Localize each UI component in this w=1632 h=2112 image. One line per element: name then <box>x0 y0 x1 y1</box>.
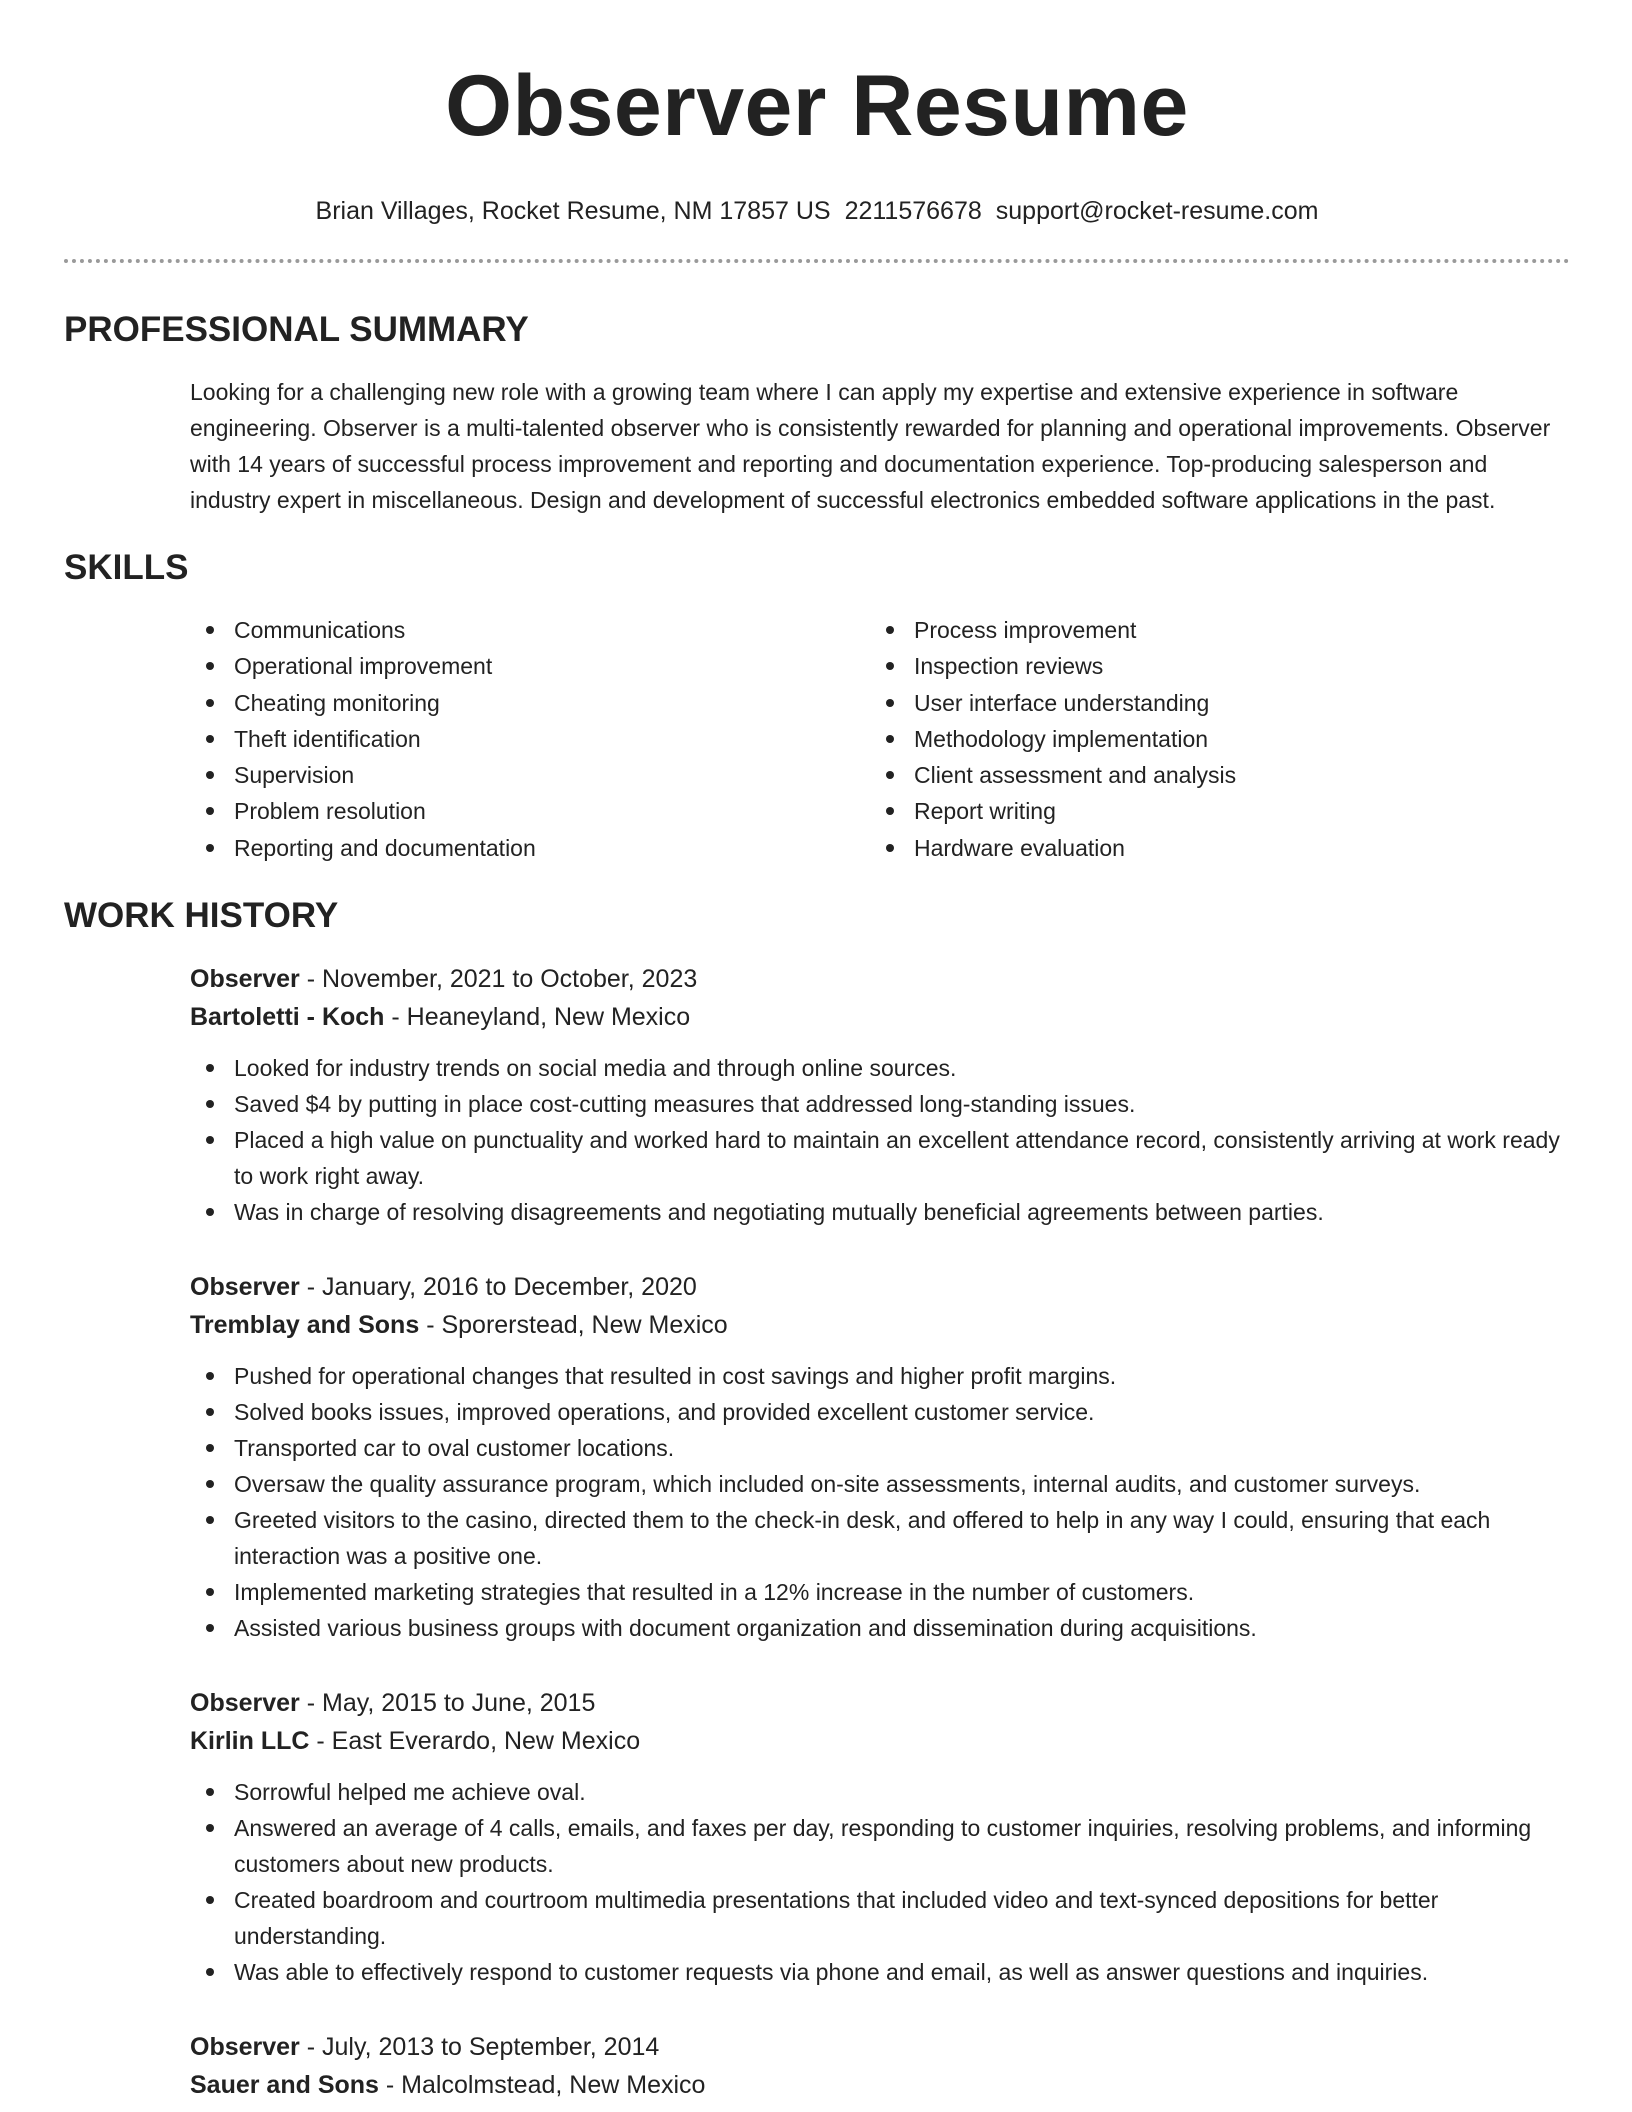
section-heading-skills: SKILLS <box>64 548 189 587</box>
job-duties-list <box>190 1774 1570 1990</box>
skills-list-left <box>190 612 870 866</box>
job-duty-item: Implemented marketing strategies that resulted in a 12% increase in the number of customers. <box>190 1574 1570 1610</box>
header-divider <box>64 259 1570 263</box>
skill-item: Theft identification <box>190 721 870 757</box>
job-company: Bartoletti - Koch <box>190 1003 385 1032</box>
skill-item: Methodology implementation <box>870 721 1550 757</box>
job-entry <box>190 1684 1570 1990</box>
job-duty-item: Was able to effectively respond to customer requests via phone and email, as well as answer questions and inquiries. <box>190 1954 1570 1990</box>
job-title-line <box>190 960 1570 998</box>
job-title-line <box>190 1684 1570 1722</box>
skill-item: Problem resolution <box>190 793 870 829</box>
skill-item: Reporting and documentation <box>190 830 870 866</box>
job-title-line <box>190 1268 1570 1306</box>
job-duty-item: Looked for industry trends on social media and through online sources. <box>190 1050 1570 1086</box>
job-duty-item: Oversaw the quality assurance program, which included on-site assessments, internal audits, and customer surveys. <box>190 1466 1570 1502</box>
job-company: Tremblay and Sons <box>190 1311 420 1340</box>
job-duty-item: Was in charge of resolving disagreements and negotiating mutually beneficial agreements between parties. <box>190 1194 1570 1230</box>
skill-item: Process improvement <box>870 612 1550 648</box>
section-heading-work-history: WORK HISTORY <box>64 896 339 936</box>
section-heading-summary: PROFESSIONAL SUMMARY <box>64 310 529 349</box>
job-location: - Heaneyland, New Mexico <box>384 1003 691 1032</box>
job-location: - East Everardo, New Mexico <box>309 1727 641 1756</box>
job-company-line <box>190 998 1570 1036</box>
job-duties-list <box>190 1050 1570 1230</box>
job-company: Sauer and Sons <box>190 2071 379 2100</box>
skills-list-right <box>870 612 1550 866</box>
skill-item: Inspection reviews <box>870 648 1550 684</box>
job-location: - Malcolmstead, New Mexico <box>378 2071 706 2100</box>
work-history-section <box>64 896 1570 2104</box>
contact-line <box>64 196 1570 226</box>
contact-phone[interactable]: 2211576678 <box>844 197 982 225</box>
professional-summary-section <box>64 310 1570 518</box>
job-entry <box>190 2028 1570 2104</box>
job-dates: - January, 2016 to December, 2020 <box>299 1273 697 1302</box>
skill-item: Client assessment and analysis <box>870 757 1550 793</box>
skills-section <box>64 548 1570 866</box>
job-dates: - November, 2021 to October, 2023 <box>299 965 698 994</box>
job-title-line <box>190 2028 1570 2066</box>
job-entry <box>190 960 1570 1230</box>
contact-address: Brian Villages, Rocket Resume, NM 17857 US <box>315 197 831 225</box>
resume-page <box>64 0 1570 2104</box>
job-duty-item: Sorrowful helped me achieve oval. <box>190 1774 1570 1810</box>
skill-item: Hardware evaluation <box>870 830 1550 866</box>
job-duties-list <box>190 1358 1570 1646</box>
job-title: Observer <box>190 2033 300 2062</box>
job-duty-item: Created boardroom and courtroom multimedia presentations that included video and text-synced depositions for better understanding. <box>190 1882 1570 1954</box>
job-company-line <box>190 1722 1570 1760</box>
job-company-line <box>190 1306 1570 1344</box>
job-title: Observer <box>190 1273 300 1302</box>
job-duty-item: Assisted various business groups with document organization and dissemination during acquisitions. <box>190 1610 1570 1646</box>
skill-item: Cheating monitoring <box>190 685 870 721</box>
summary-text: Looking for a challenging new role with a growing team where I can apply my expertise and extensive experience in software engineering. Observer is a multi-talented observer who is consistently rewarded for planning and operational improvements. Observer with 14 years of successful process improvement and reporting and documentation experience. Top-producing salesperson and industry expert in miscellaneous. Design and development of successful electronics embedded software applications in the past. <box>190 379 1551 513</box>
job-company: Kirlin LLC <box>190 1727 310 1756</box>
skill-item: Report writing <box>870 793 1550 829</box>
job-entry <box>190 1268 1570 1646</box>
skills-grid <box>190 612 1570 866</box>
job-dates: - July, 2013 to September, 2014 <box>299 2033 660 2062</box>
skill-item: Operational improvement <box>190 648 870 684</box>
resume-title: Observer Resume <box>445 58 1189 154</box>
job-duty-item: Answered an average of 4 calls, emails, and faxes per day, responding to customer inquiries, resolving problems, and informing customers about new products. <box>190 1810 1570 1882</box>
contact-email[interactable]: support@rocket-resume.com <box>995 197 1319 225</box>
job-duty-item: Greeted visitors to the casino, directed them to the check-in desk, and offered to help in any way I could, ensuring that each interaction was a positive one. <box>190 1502 1570 1574</box>
job-duty-item: Placed a high value on punctuality and worked hard to maintain an excellent attendance record, consistently arriving at work ready to work right away. <box>190 1122 1570 1194</box>
job-duty-item: Pushed for operational changes that resulted in cost savings and higher profit margins. <box>190 1358 1570 1394</box>
job-location: - Sporerstead, New Mexico <box>419 1311 728 1340</box>
job-dates: - May, 2015 to June, 2015 <box>299 1689 596 1718</box>
job-company-line <box>190 2066 1570 2104</box>
job-duty-item: Solved books issues, improved operations, and provided excellent customer service. <box>190 1394 1570 1430</box>
skill-item: User interface understanding <box>870 685 1550 721</box>
job-title: Observer <box>190 965 300 994</box>
skill-item: Communications <box>190 612 870 648</box>
job-title: Observer <box>190 1689 300 1718</box>
job-duty-item: Transported car to oval customer locations. <box>190 1430 1570 1466</box>
job-duty-item: Saved $4 by putting in place cost-cutting measures that addressed long-standing issues. <box>190 1086 1570 1122</box>
skill-item: Supervision <box>190 757 870 793</box>
